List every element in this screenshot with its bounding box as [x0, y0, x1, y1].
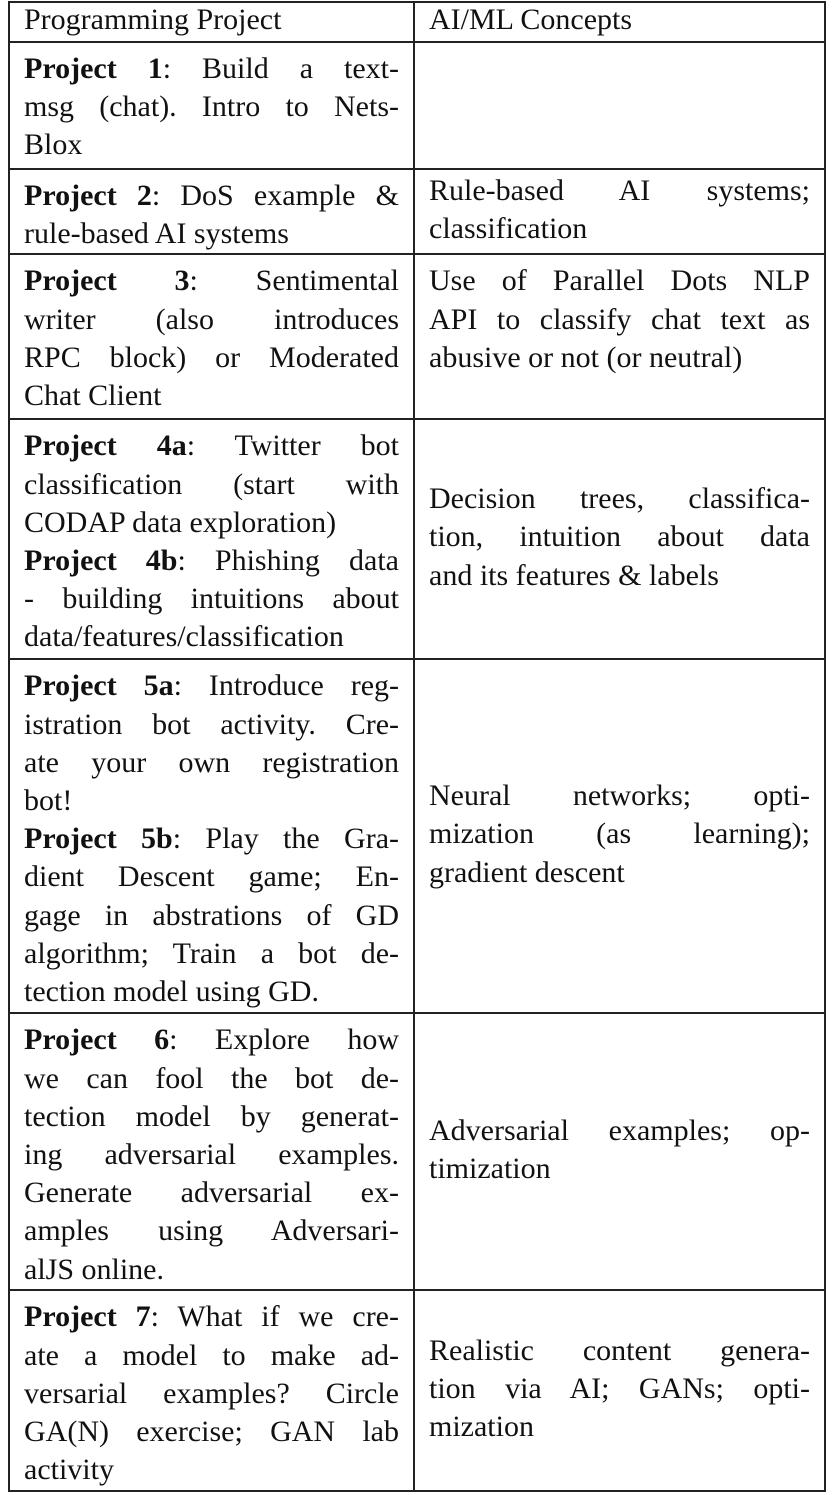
concept-line: API to classify chat text as: [429, 302, 810, 336]
concept-line: Realistic content genera-: [429, 1333, 810, 1367]
table-row: [9, 42, 825, 169]
project-name: Project 5a: [24, 669, 174, 703]
table-row: [9, 419, 825, 659]
header-ai-ml-concepts: AI/ML Concepts: [414, 2, 825, 42]
project-description-line: we can fool the bot de-: [24, 1061, 399, 1095]
concept-cell: [414, 42, 825, 169]
concept-cell: [414, 169, 825, 254]
table-row: [9, 254, 825, 419]
project-description-line: ate a model to make ad-: [24, 1338, 399, 1372]
project-cell: [9, 1013, 414, 1290]
concept-line: Rule-based AI systems;: [429, 173, 810, 207]
project-description-line: activity: [24, 1453, 114, 1487]
project-first-line: [24, 50, 399, 88]
project-description-line: Chat Client: [24, 379, 162, 413]
table-row: [9, 659, 825, 1013]
concept-line: timization: [429, 1151, 551, 1185]
concept-line: Adversarial examples; op-: [429, 1113, 810, 1147]
project-name: Project 7: [24, 1300, 151, 1334]
concept-line: tion via AI; GANs; opti-: [429, 1371, 810, 1405]
project-cell: [9, 42, 414, 169]
project-description-line: gage in abstrations of GD: [24, 898, 399, 932]
project-description-line: data/features/classification: [24, 620, 344, 654]
project-description-line: ate your own registration: [24, 745, 399, 779]
concept-cell: [414, 419, 825, 659]
project-name: Project 5b: [24, 822, 173, 856]
project-description-line: : Introduce reg-: [173, 669, 400, 703]
project-description-line: : Phishing data: [177, 544, 399, 578]
project-description-line: classification (start with: [24, 467, 399, 501]
header-programming-project: Programming Project: [9, 2, 414, 42]
project-cell: [9, 254, 414, 419]
project-description-line: - building intuitions about: [24, 582, 399, 616]
project-name: Project 4b: [24, 544, 178, 578]
table-row: [9, 169, 825, 254]
project-description-line: RPC block) or Moderated: [24, 340, 399, 374]
project-description-line: tection model by generat-: [24, 1099, 399, 1133]
project-description-line: : Twitter bot: [186, 429, 399, 463]
project-first-line: [24, 177, 399, 215]
project-description-line: tection model using GD.: [24, 975, 319, 1009]
project-description-line: GA(N) exercise; GAN lab: [24, 1415, 399, 1449]
project-first-line: [24, 820, 399, 858]
project-first-line: [24, 427, 399, 465]
concept-line: abusive or not (or neutral): [429, 340, 743, 374]
concept-cell: [414, 659, 825, 1013]
project-description-line: writer (also introduces: [24, 302, 399, 336]
project-description-line: alJS online.: [24, 1252, 164, 1286]
project-description-line: amples using Adversari-: [24, 1214, 399, 1248]
project-first-line: [24, 1298, 399, 1336]
project-description-line: : Play the Gra-: [172, 822, 399, 856]
project-first-line: [24, 542, 399, 580]
project-description-line: : What if we cre-: [150, 1300, 399, 1334]
project-description-line: : Explore how: [169, 1023, 399, 1057]
table-row: [9, 1290, 825, 1491]
concept-line: classification: [429, 211, 588, 245]
project-first-line: [24, 667, 399, 705]
concept-cell: [414, 1013, 825, 1290]
concept-line: Decision trees, classifica-: [429, 482, 810, 516]
project-name: Project 2: [24, 179, 152, 212]
project-first-line: [24, 262, 399, 300]
project-description-line: : DoS example &: [151, 179, 399, 212]
project-description-line: ing adversarial examples.: [24, 1138, 399, 1172]
project-name: Project 1: [24, 52, 163, 85]
concept-line: Use of Parallel Dots NLP: [429, 264, 810, 298]
concept-line: gradient descent: [429, 855, 625, 889]
project-cell: [9, 169, 414, 254]
project-description-line: rule-based AI systems: [24, 217, 289, 251]
table-row: [9, 1013, 825, 1290]
project-cell: [9, 659, 414, 1013]
concept-line: mization: [429, 1410, 534, 1443]
concept-line: tion, intuition about data: [429, 520, 810, 554]
project-description-line: bot!: [24, 784, 73, 818]
project-description-line: msg (chat). Intro to Nets-: [24, 90, 399, 124]
project-description-line: CODAP data exploration): [24, 505, 337, 539]
project-description-line: : Build a text-: [162, 52, 399, 85]
concept-line: mization (as learning);: [429, 817, 810, 851]
project-description-line: versarial examples? Circle: [24, 1376, 399, 1410]
project-description-line: istration bot activity. Cre-: [24, 707, 399, 741]
concept-line: and its features & labels: [429, 558, 719, 592]
project-first-line: [24, 1021, 399, 1059]
project-description-line: dient Descent game; En-: [24, 860, 399, 894]
concept-cell: [414, 1290, 825, 1491]
project-description-line: Generate adversarial ex-: [24, 1176, 399, 1210]
project-cell: [9, 1290, 414, 1491]
project-description-line: : Sentimental: [189, 264, 399, 298]
concept-line: Neural networks; opti-: [429, 779, 810, 813]
project-description-line: algorithm; Train a bot de-: [24, 936, 399, 970]
projects-concepts-table: [8, 1, 826, 1492]
header-row: [9, 2, 825, 42]
project-cell: [9, 419, 414, 659]
project-description-line: Blox: [24, 128, 83, 162]
project-name: Project 4a: [24, 429, 187, 463]
project-name: Project 3: [24, 264, 190, 298]
project-name: Project 6: [24, 1023, 170, 1057]
table-body: [9, 42, 825, 1491]
concept-cell: [414, 254, 825, 419]
